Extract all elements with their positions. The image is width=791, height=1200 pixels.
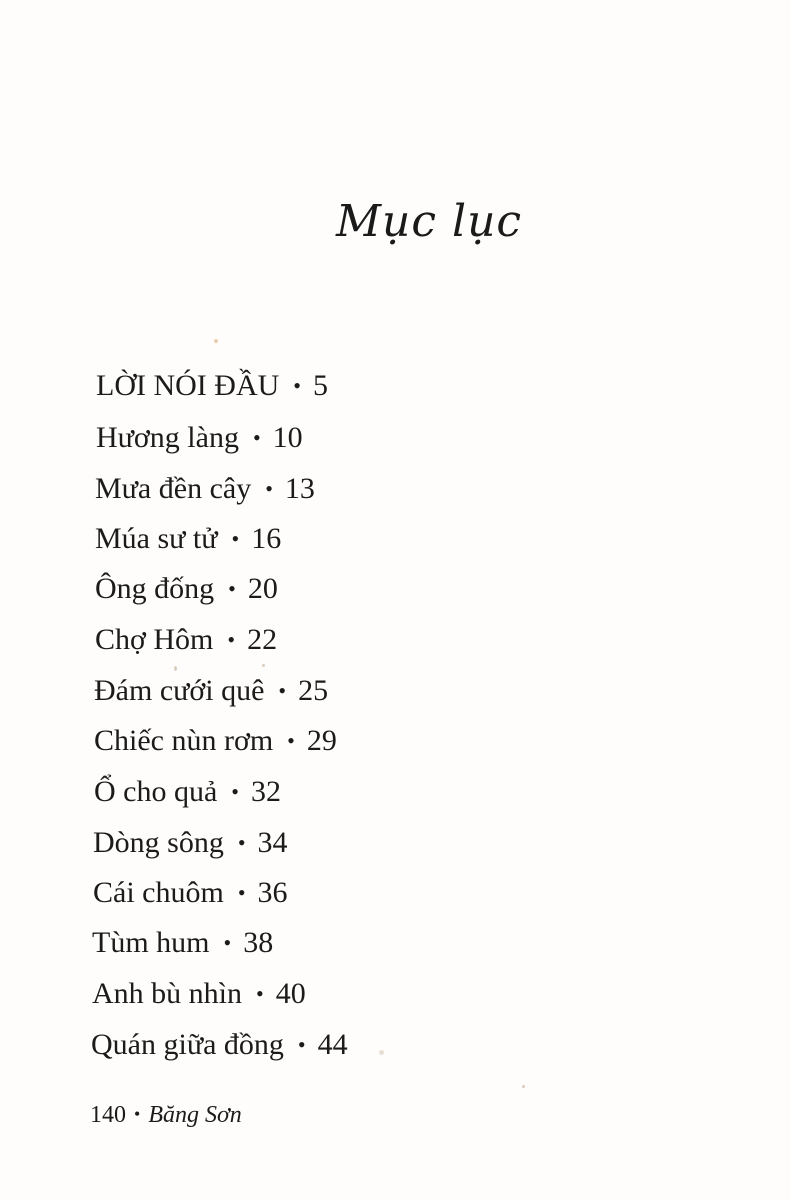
toc-bullet: • (223, 930, 232, 955)
toc-entry-title: Chợ Hôm (95, 623, 214, 656)
toc-bullet: • (231, 526, 240, 551)
toc-entry-page: 20 (247, 572, 278, 605)
toc-entry-title: LỜI NÓI ĐẦU (96, 369, 280, 402)
toc-entry-title: Quán giữa đồng (91, 1028, 284, 1061)
toc-entry-page: 38 (243, 926, 274, 959)
toc-entry-page: 32 (251, 775, 281, 808)
page-footer (90, 1102, 242, 1129)
paper-speck (174, 666, 177, 671)
toc-bullet: • (265, 476, 273, 501)
toc-entry-page: 13 (284, 472, 315, 505)
toc-entry-title: Cái chuôm (93, 876, 224, 909)
toc-entry-title: Mưa đền cây (95, 472, 252, 505)
toc-entry-page: 25 (298, 674, 329, 707)
toc-entry-title: Ông đống (95, 572, 215, 605)
toc-bullet: • (293, 373, 301, 398)
toc-bullet: • (252, 425, 261, 450)
toc-bullet: • (228, 576, 236, 601)
toc-entry (93, 875, 288, 911)
toc-entry (92, 976, 306, 1012)
toc-entry-title: Tùm hum (92, 926, 210, 959)
toc-entry (95, 471, 315, 507)
toc-entry (93, 825, 288, 861)
toc-entry-title: Anh bù nhìn (92, 977, 242, 1010)
toc-bullet: • (237, 830, 246, 855)
toc-entry (94, 723, 337, 759)
toc-entry (95, 521, 281, 557)
toc-entry (91, 1027, 348, 1063)
toc-entry (96, 420, 303, 456)
toc-bullet: • (278, 678, 287, 703)
toc-entry-page: 34 (257, 826, 288, 859)
toc-entry-title: Chiếc nùn rơm (94, 724, 274, 757)
footer-bullet: • (134, 1104, 141, 1124)
toc-entry-title: Ổ cho quả (94, 775, 218, 808)
toc-entry-title: Dòng sông (93, 826, 224, 859)
toc-entry (95, 571, 278, 607)
toc-entry-title: Đám cưới quê (94, 674, 265, 707)
toc-bullet: • (231, 779, 239, 804)
toc-entry-page: 5 (313, 369, 328, 402)
toc-entry-page: 10 (272, 421, 303, 454)
page-title: Mục lục (336, 196, 523, 247)
paper-speck (214, 339, 218, 343)
toc-entry (96, 368, 328, 404)
toc-entry-page: 22 (247, 623, 278, 656)
toc-bullet: • (237, 880, 246, 905)
toc-entry-page: 36 (257, 876, 288, 909)
footer-page-number: 140 (90, 1102, 126, 1128)
paper-speck (379, 1050, 384, 1055)
toc-entry-title: Hương làng (96, 421, 239, 454)
toc-bullet: • (287, 728, 295, 753)
toc-entry-page: 16 (251, 522, 282, 555)
toc-entry (92, 925, 273, 961)
toc-entry (94, 774, 281, 810)
toc-bullet: • (227, 627, 236, 652)
paper-speck (522, 1085, 525, 1088)
toc-entry-page: 40 (275, 977, 306, 1010)
footer-author: Băng Sơn (148, 1102, 242, 1128)
toc-entry-title: Múa sư tử (95, 522, 218, 555)
toc-entry-page: 44 (317, 1028, 348, 1061)
toc-entry (95, 622, 277, 658)
toc-entry (94, 673, 328, 709)
paper-speck (262, 664, 265, 667)
toc-entry-page: 29 (306, 724, 337, 757)
toc-bullet: • (297, 1032, 306, 1057)
toc-bullet: • (256, 981, 264, 1006)
